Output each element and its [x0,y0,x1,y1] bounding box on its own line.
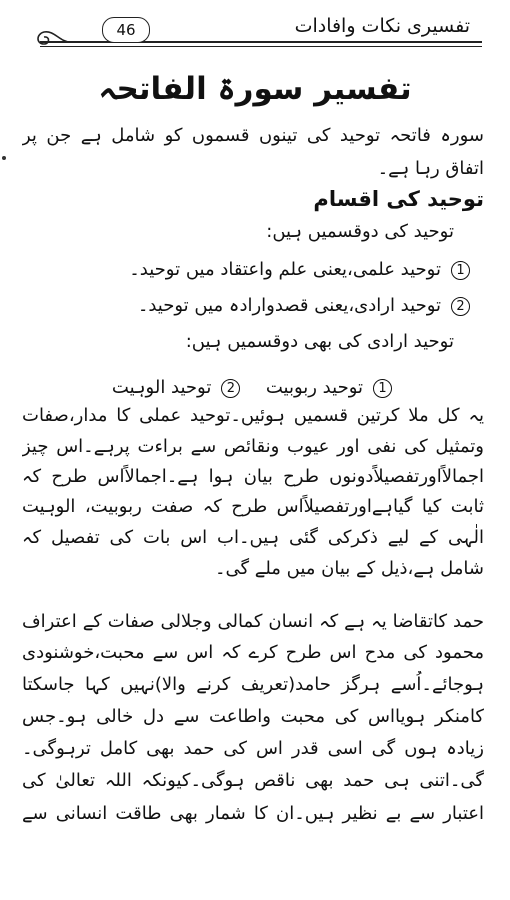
types-intro: توحید کی دوقسمیں ہیں: [266,221,454,242]
section-heading: توحید کی اقسام [313,187,484,211]
para2-line-7: اعتبار سے بے نظیر ہیں۔ان کا شمار بھی طاقت انسانی سے [22,803,484,824]
irada-type-text: توحید ربوبیت [265,377,363,398]
margin-mark [2,156,6,160]
number-badge: 1 [451,261,470,280]
para2-line-3: ہوجائے۔اُسے ہرگز حامد(تعریف کرنے والا)نہیں کہا جاسکتا [22,674,484,695]
header-rule-thin [40,46,482,47]
irada-type-text: توحید الوہیت [111,377,212,398]
para2-line-2: محمود کی مدح اس طرح کرے کہ اس سے محبت،خوشنودی [22,642,484,663]
intro-line-1: سورہ فاتحہ توحید کی تینوں قسموں کو شامل ہے جن پر [22,125,484,146]
type-item-2 [22,292,470,320]
type-item-text: توحید علمی،یعنی علم واعتقاد میں توحید۔ [129,259,441,280]
para1-line-5: الٰہی کے لیے ذکرکی گئی ہیں۔اب اس بات کی تفصیل کہ [22,527,484,548]
type-item-1 [22,256,470,284]
chapter-title: تفسیر سورۃ الفاتحہ [98,71,412,107]
para1-line-4: ثابت کیا گیاہےاورتفصیلاًاس طرح کہ صفت ربوبیت، الوہیت [22,496,484,517]
running-title: تفسیری نکات وافادات [289,14,476,38]
irada-intro: توحید ارادی کی بھی دوقسمیں ہیں: [185,331,454,352]
page-header [40,8,482,54]
para2-line-5: زیادہ ہوں گی اسی قدر اس کی حمد بھی کامل ترہوگی۔ [22,738,484,759]
number-badge: 2 [451,297,470,316]
type-item-text: توحید ارادی،یعنی قصدوارادہ میں توحید۔ [137,295,441,316]
page-number: 46 [102,17,150,43]
number-badge: 1 [373,379,392,398]
para2-line-4: کامنکر ہویااس کی محبت واطاعت سے دل خالی ہو۔جس [22,706,484,727]
para1-line-2: وتمثیل کی نفی اور عیوب ونقائص سے براءت پرہے۔اس چیز [22,436,484,457]
intro-line-2: اتفاق رہا ہے۔ [377,158,484,179]
para1-line-1: یہ کل ملا کرتین قسمیں ہوئیں۔توحید عملی کا مدار،صفات [22,405,484,426]
para2-line-6: گی۔اتنی ہی حمد بھی ناقص ہوگی۔کیونکہ اللہ تعالیٰ کی [22,770,484,791]
irada-types [22,374,392,402]
flourish-ornament-icon [32,26,72,52]
number-badge: 2 [221,379,240,398]
para1-line-3: اجمالاًاورتفصیلاًدونوں طرح بیان ہوا ہے۔اجمالاًاس طرح کہ [22,466,484,487]
para2-line-1: حمد کاتقاضا یہ ہے کہ انسان کمالی وجلالی صفات کے اعتراف [22,611,484,632]
header-rule [40,41,482,43]
para1-line-6: شامل ہے،ذیل کے بیان میں ملے گی۔ [214,558,484,579]
